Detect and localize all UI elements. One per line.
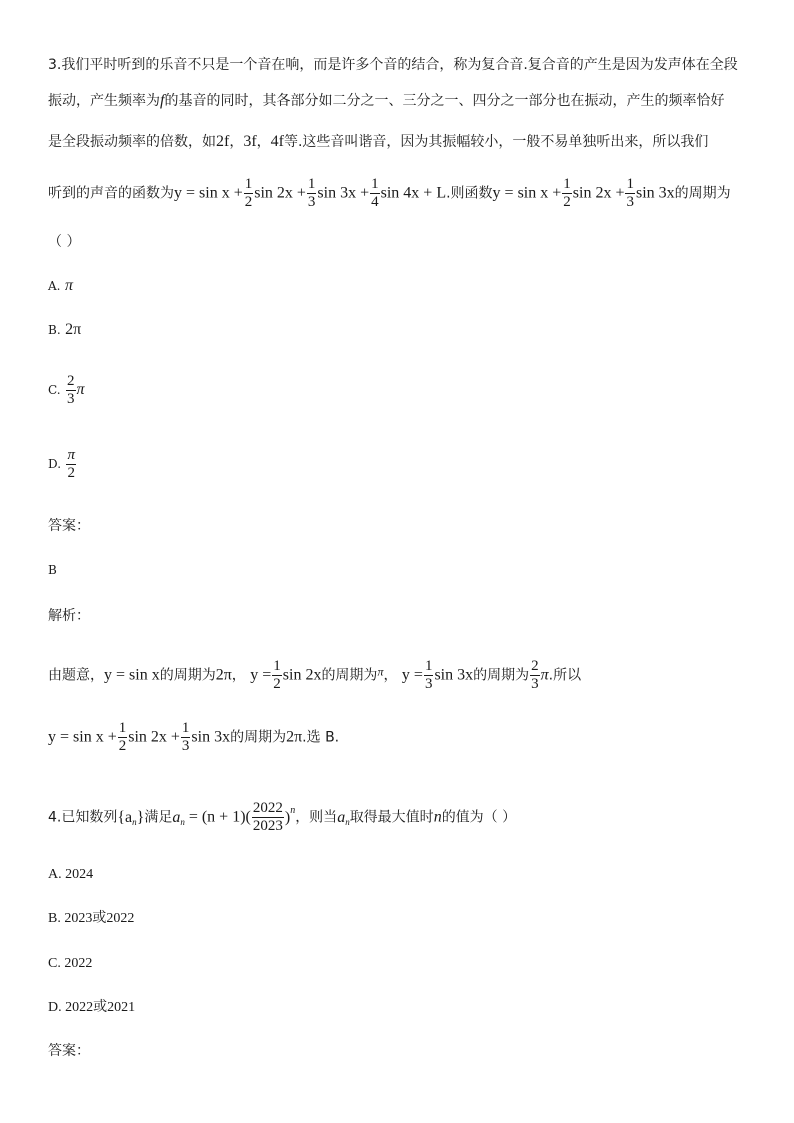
formula-part: sin 2x <box>282 666 322 684</box>
formula-part: y = <box>250 666 272 684</box>
formula-part: sin 3x <box>635 184 675 202</box>
q3-answer-value: B <box>48 563 57 577</box>
q3-analysis-line-1: 由题意，y = sin x的周期为2π， y = $\frac{1}{2}$ sin 2x的周期为π， y = $\frac{1}{3}$ sin 3x的周期为 $\frac{2}{3}$ π.所以 <box>48 658 582 692</box>
math-symbol: 4f <box>270 133 284 150</box>
q3-text: ， <box>256 134 271 150</box>
q3-text: 是全段振动频率的倍数，如 <box>48 134 216 150</box>
formula-part: 2π <box>215 666 232 684</box>
formula-part: = (n + 1)( <box>184 808 251 826</box>
formula-part: y = <box>401 666 423 684</box>
option-label: C. <box>48 383 61 397</box>
fraction: $\frac{1}{3}$ <box>307 176 316 210</box>
q3-analysis-label: 解析： <box>48 608 90 624</box>
fraction: $\frac{2}{3}$ <box>531 658 539 692</box>
math-symbol: f <box>160 92 165 109</box>
q3-text: .则函数 <box>446 185 493 202</box>
formula-part: )$^n$ <box>284 804 296 826</box>
formula-part: sin 3x <box>191 728 231 746</box>
formula-part: sin 2x + <box>572 184 625 202</box>
formula-part: 2π <box>286 728 303 746</box>
q3-stem-line-1 <box>48 55 738 75</box>
option-value: π <box>64 277 73 294</box>
formula-part: y = sin x + <box>174 184 243 202</box>
fraction: $\frac{1}{3}$ <box>181 720 190 754</box>
fraction: $\frac{\pi}{2}$ <box>67 446 75 481</box>
q3-text: 等.这些音叫谐音，因为其振幅较小，一般不易单独听出来，所以我们 <box>283 134 709 150</box>
formula-part: y = sin x <box>104 666 160 684</box>
q3-text: ， <box>229 134 244 150</box>
q4-option-d: D. 2022或2021 <box>48 1000 136 1015</box>
formula-part: n <box>433 808 442 826</box>
q3-option-a <box>48 276 73 296</box>
fraction: $\frac{1}{3}$ <box>626 176 634 210</box>
q4-option-a: A. 2024 <box>48 867 94 882</box>
q3-option-c <box>48 370 85 410</box>
q3-text: 的周期为 <box>674 185 731 202</box>
fraction: $\frac{1}{2}$ <box>563 176 571 210</box>
q3-analysis-line-2: y = sin x + $\frac{1}{2}$ sin 2x + $\frac{1}{3}$ sin 3x的周期为2π.选 B. <box>48 720 340 754</box>
formula-part: $a_n$ <box>337 808 350 827</box>
formula-part: sin 4x + L <box>380 184 447 202</box>
fraction: $\frac{1}{4}$ <box>371 176 379 210</box>
option-value: π <box>76 381 85 398</box>
formula-part: sin 3x <box>434 666 474 684</box>
math-symbol: 3f <box>243 133 257 150</box>
formula-part: $\{a_n\}$ <box>117 808 145 827</box>
q3-stem-line-4 <box>48 176 731 211</box>
q3-option-b <box>48 320 81 340</box>
q3-text: 的基音的同时，其各部分如二分之一、三分之一、四分之一部分也在振动，产生的频率恰好 <box>164 93 725 109</box>
formula-part: sin 2x + <box>254 184 306 202</box>
q3-option-d <box>48 444 77 484</box>
formula-part: $a_n$ <box>172 808 185 827</box>
q4-option-b: B. 2023或2022 <box>48 911 135 926</box>
fraction: $\frac{1}{2}$ <box>118 720 127 754</box>
q4-stem: 4.已知数列$\{a_n\}$满足$a_n = (n + 1)$( $\frac{2022}{2023}$ )$^n$，则当$a_n$取得最大值时n的值为（ ） <box>48 800 517 834</box>
formula-part: sin 3x + <box>317 184 370 202</box>
fraction: $\frac{1}{3}$ <box>424 658 433 692</box>
q3-text: 3.我们平时听到的乐音不只是一个音在响，而是许多个音的结合，称为复合音.复合音的产生是因为发声体在全段 <box>48 57 738 73</box>
q3-answer-label: 答案： <box>48 518 90 534</box>
q4-option-c: C. 2022 <box>48 956 93 971</box>
fraction: $\frac{1}{2}$ <box>273 658 281 692</box>
fraction: $\frac{2022}{2023}$ <box>252 800 283 834</box>
answer-blank: （ ） <box>48 234 81 250</box>
option-label: A. <box>48 279 61 293</box>
q3-text: 听到的声音的函数为 <box>48 185 174 202</box>
q3-stem-line-3 <box>48 132 708 152</box>
q3-text: 振动，产生频率为 <box>48 93 160 109</box>
formula-part: y = sin x + <box>48 728 117 746</box>
formula-part: sin 2x + <box>128 728 180 746</box>
q3-stem-line-2 <box>48 91 724 111</box>
formula-part: y = sin x + <box>492 184 562 202</box>
math-symbol: 2f <box>216 133 230 150</box>
formula-part: π <box>377 664 384 679</box>
q4-answer-label: 答案： <box>48 1043 90 1059</box>
fraction: $\frac{2}{3}$ <box>67 372 75 407</box>
option-value: 2π <box>65 321 82 338</box>
q3-answer-paren <box>48 232 80 252</box>
fraction: $\frac{1}{2}$ <box>244 176 253 210</box>
option-label: D. <box>48 457 62 471</box>
option-label: B. <box>48 323 61 337</box>
formula-part: π <box>540 666 549 684</box>
